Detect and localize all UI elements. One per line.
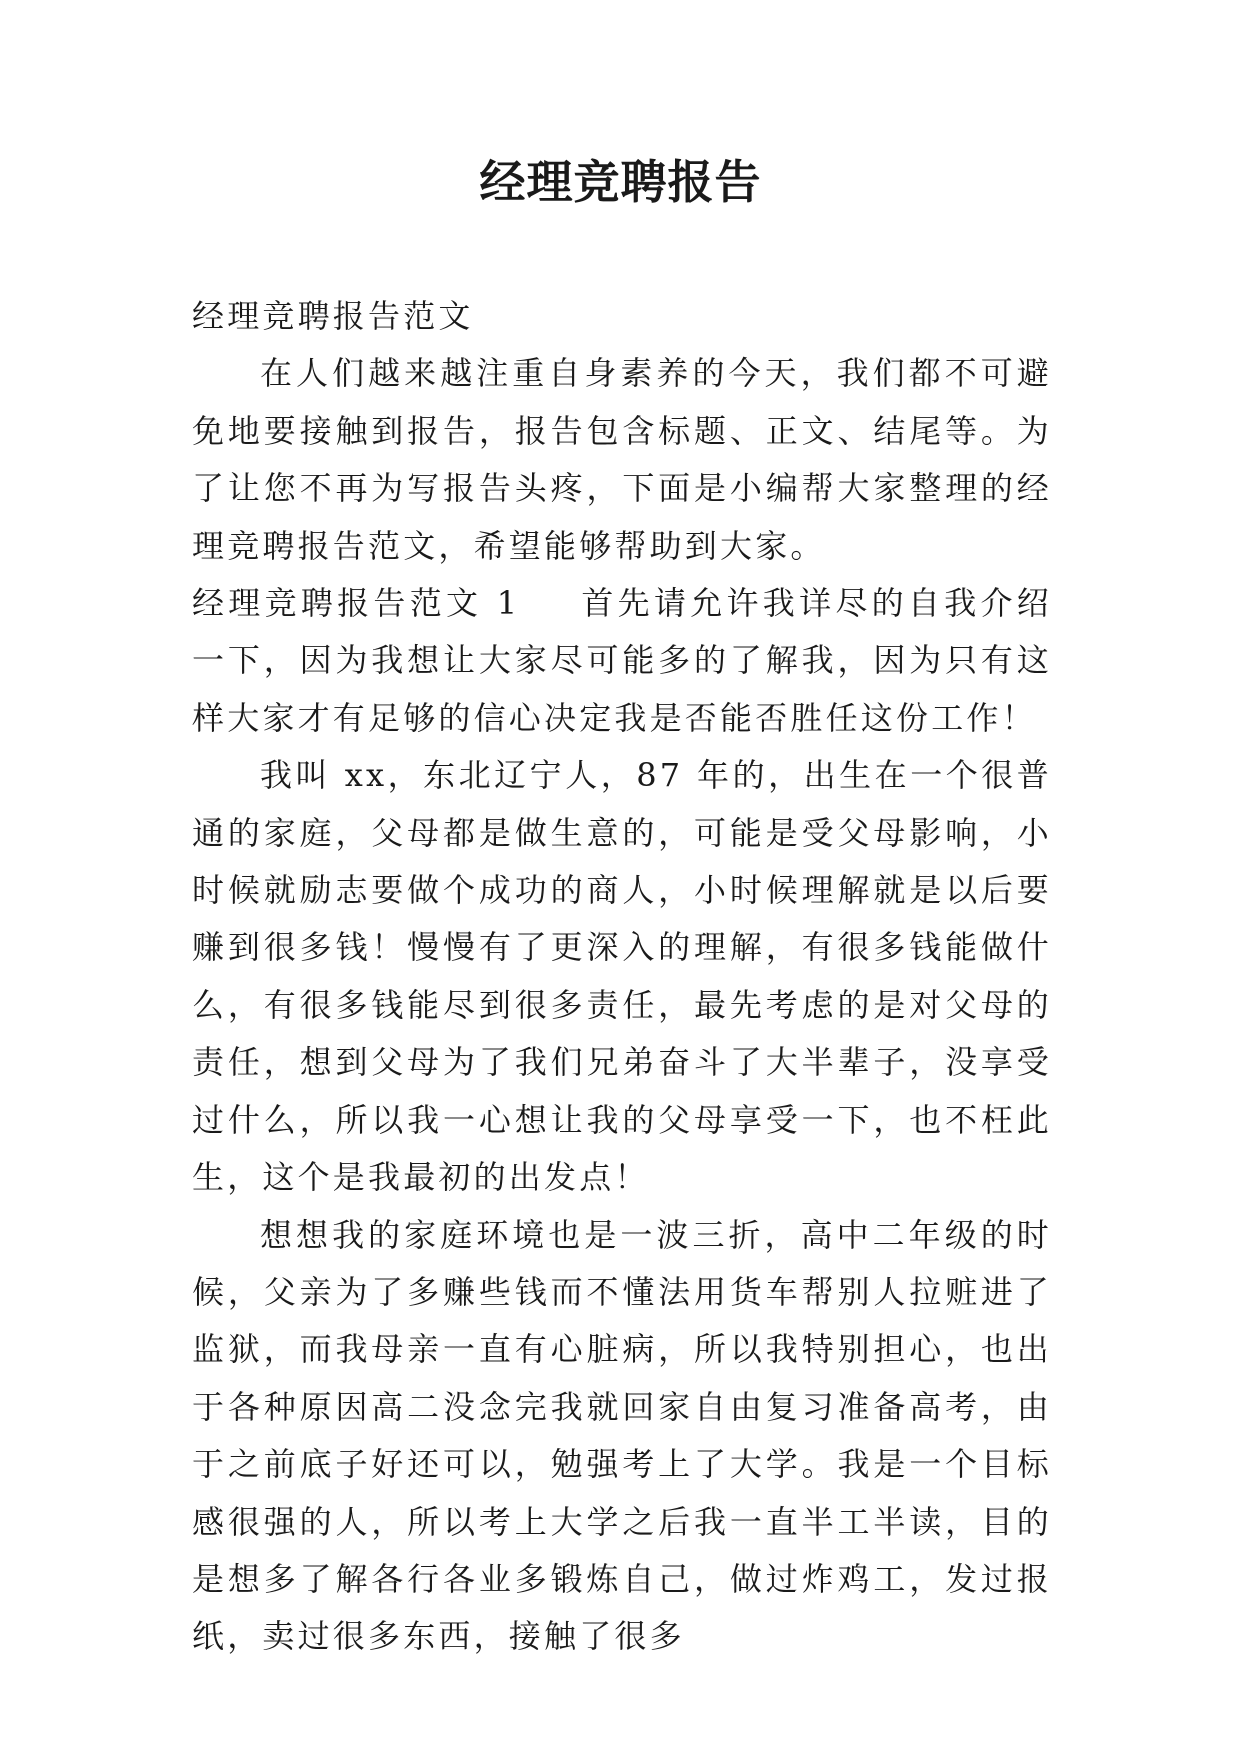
subtitle: 经理竞聘报告范文 — [192, 297, 474, 335]
section-1-text: 首先请允许我详尽的自我介绍一下，因为我想让大家尽可能多的了解我，因为只有这样大家才有足够的信心决定我是否能否胜任这份工作！ — [192, 584, 1052, 737]
section-1-heading: 经理竞聘报告范文 1 — [192, 584, 521, 623]
document-title: 经理竞聘报告 — [479, 155, 762, 209]
section-1-paragraph — [192, 575, 1052, 747]
paragraph-2: 我叫 xx，东北辽宁人，87 年的，出生在一个很普通的家庭，父母都是做生意的，可能是受父母影响，小时候就励志要做个成功的商人，小时候理解就是以后要赚到很多钱！慢慢有了更深入的理解，有很多钱能做什么，有很多钱能尽到很多责任，最先考虑的是对父母的责任，想到父母为了我们兄弟奋斗了大半辈子，没享受过什么，所以我一心想让我的父母享受一下，也不枉此生，这个是我最初的出发点！ — [192, 756, 1052, 1197]
paragraph-3: 想想我的家庭环境也是一波三折，高中二年级的时候，父亲为了多赚些钱而不懂法用货车帮别人拉赃进了监狱，而我母亲一直有心脏病，所以我特别担心，也出于各种原因高二没念完我就回家自由复习准备高考，由于之前底子好还可以，勉强考上了大学。我是一个目标感很强的人，所以考上大学之后我一直半工半读，目的是想多了解各行各业多锻炼自己，做过炸鸡工，发过报纸，卖过很多东西，接触了很多 — [192, 1215, 1052, 1656]
document-body — [192, 288, 1052, 1666]
intro-paragraph: 在人们越来越注重自身素养的今天，我们都不可避免地要接触到报告，报告包含标题、正文、结尾等。为了让您不再为写报告头疼，下面是小编帮大家整理的经理竞聘报告范文，希望能够帮助到大家。 — [192, 354, 1052, 565]
